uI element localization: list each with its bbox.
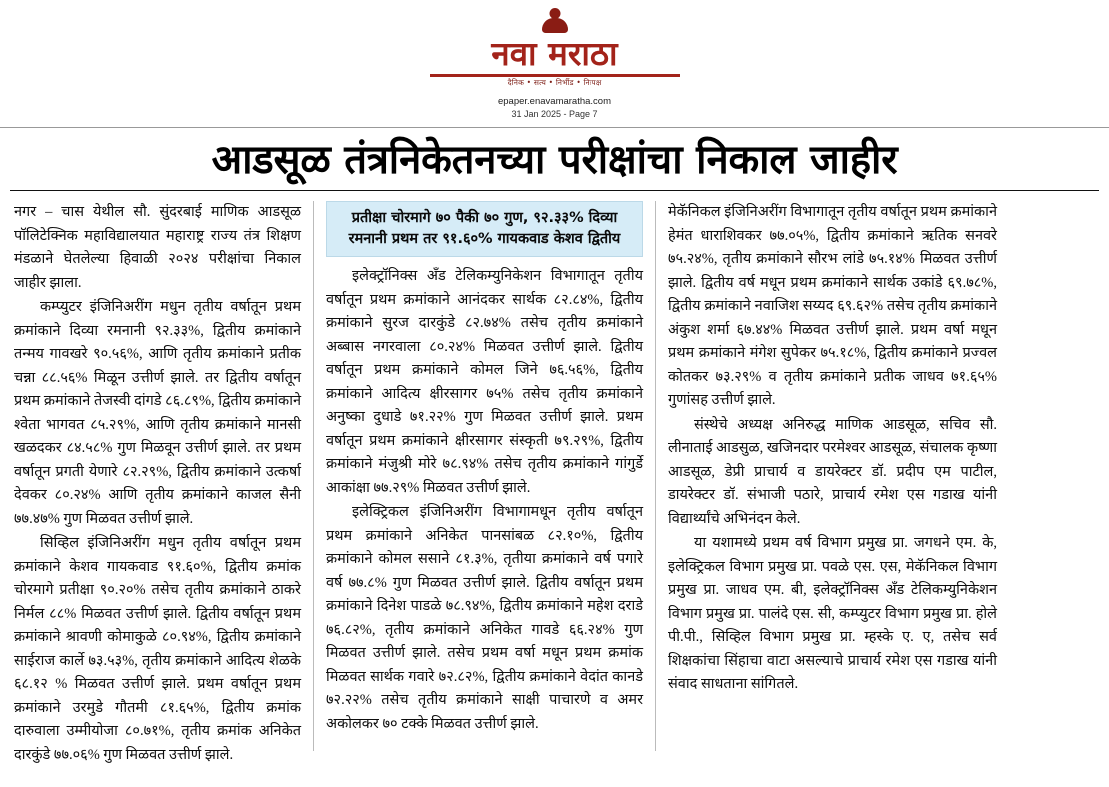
paragraph: नगर – चास येथील सौ. सुंदरबाई माणिक आडसूळ पॉलिटेक्निक महाविद्यालयात महाराष्ट्र राज्य तंत्र शिक्षण मंडळाने घेतलेल्या हिवाळी २०२४ परीक्षांचा निकाल जाहीर झाला.: [14, 204, 301, 291]
column-three: [656, 201, 997, 751]
masthead-tagline: दैनिक • सत्य • निर्भीड • निःपक्ष: [507, 77, 602, 87]
column-two: [314, 201, 656, 751]
paragraph: सिव्हिल इंजिनिअरींग मधुन तृतीय वर्षातून प्रथम क्रमांकाने केशव गायकवाड ९१.६०%, द्वितीय क्रमांक चोरमागे प्रतीक्षा ९०.२०% तसेच तृतीय क्रमांकाने ठाकरे निर्मल ८८% मिळवत उत्तीर्ण झाले. द्वितीय वर्षातून प्रथम क्रमांकाने श्रावणी कोमाकुळे ८०.९४%, द्वितीय क्रमांकाने साईराज कार्ले ७३.५३%, तृतीय क्रमांकाने आदित्य शेळके ६८.१२ % मिळवत उत्तीर्ण झाले. प्रथम वर्षातून प्रथम क्रमांकाने उरमुडे गौतमी ८१.६५%, द्वितीय क्रमांक दारुवाला उम्मीयोजा ८०.७१%, तृतीय क्रमांक अनिकेत दारकुंडे ७७.०६% गुण मिळवत उत्तीर्ण झाले.: [14, 535, 301, 763]
article-body: [0, 191, 1109, 763]
article-headline: आडसूळ तंत्रनिकेतनच्या परीक्षांचा निकाल जाहीर: [211, 136, 898, 183]
portrait-emblem-icon: [538, 6, 572, 36]
paragraph: कम्प्युटर इंजिनिअरींग मधुन तृतीय वर्षातून प्रथम क्रमांकाने दिव्या रमनानी ९२.३३%, द्वितीय क्रमांकाने तन्मय गावखरे ९०.५६%, आणि तृतीय क्रमांकाने प्रतीक चन्ना ८८.५६% मिळून उत्तीर्ण झाले. तर द्वितीय वर्षातून प्रथम क्रमांकाने तेजस्वी दांगडे ८६.८९%, द्वितीय क्रमांकाने श्वेता भागवत ८५.२९%, आणि तृतीय क्रमांकाने मानसी खळदकर ८४.५८% गुण मिळवून उत्तीर्ण झाले. तर प्रथम वर्षातून प्रगती येणारे ८२.२९%, द्वितीय क्रमांकाने उत्कर्षा देवकर ८०.२४% आणि तृतीय क्रमांकाने काजल सैनी ७७.४७% गुण मिळवत उत्तीर्ण झाले.: [14, 299, 301, 527]
paragraph: या यशामध्ये प्रथम वर्ष विभाग प्रमुख प्रा. जगधने एम. के, इलेक्ट्रिकल विभाग प्रमुख प्रा. पवळे एस. एस, मेकॅनिकल विभाग प्रमुख प्रा. जाधव एम. बी, इलेक्ट्रॉनिक्स अँड टेलिकम्युनिकेशन विभाग प्रमुख प्रा. पालंदे एस. सी, कम्प्युटर विभाग प्रमुख प्रा. होले पी.पी., सिव्हिल विभाग प्रमुख प्रा. म्हस्के ए. ए, तसेच सर्व शिक्षकांचा सिंहाचा वाटा असल्याचे प्राचार्य रमेश एस गडाख यांनी संवाद साधताना सांगितले.: [668, 535, 997, 693]
epaper-url[interactable]: epaper.enavamaratha.com: [497, 95, 612, 107]
paragraph: मेकॅनिकल इंजिनिअरींग विभागातून तृतीय वर्षातून प्रथम क्रमांकाने हेमंत धाराशिवकर ७७.०५%, द्वितीय क्रमांकाने ऋतिक सनवरे ७५.२४%, तृतीय क्रमांकाने सौरभ लांडे ७५.१४% मिळवत उत्तीर्ण झाले. द्वितीय वर्ष मधून प्रथम क्रमांकाने सार्थक उकांडे ६९.७८%, द्वितीय क्रमांकाने नवाजिश सय्यद ६९.६२% तसेच तृतीय क्रमांकाने अंकुश शर्मा ६७.४४% मिळवत उत्तीर्ण झाले. प्रथम वर्षा मधून प्रथम क्रमांकाने मंगेश सुपेकर ७५.१८%, द्वितीय क्रमांकाने प्रज्वल कोतकर ७३.२९% व तृतीय क्रमांकाने प्रतीक जाधव ७१.६५% गुणांसह उत्तीर्ण झाले.: [668, 204, 997, 409]
paragraph: इलेक्ट्रिकल इंजिनिअरींग विभागामधून तृतीय वर्षातून प्रथम क्रमांकाने अनिकेत पानसांबळ ८२.१०%, द्वितीय क्रमांकाने कोमल ससाने ८१.३%, तृतीया क्रमांकाने वर्ष पगारे वर्ष ७७.८% गुण मिळवत उत्तीर्ण झाले. द्वितीय वर्षातून प्रथम क्रमांकाने दिनेश पाडळे ७८.९४%, द्वितीय क्रमांकाने महेश दराडे ७६.८२%, तृतीय क्रमांकाने अनिकेत गावडे ६६.२४% गुण मिळवत उत्तीर्ण झाले. तसेच प्रथम वर्षा मधून प्रथम क्रमांक मिळवत सार्थक गवारे ७२.८२%, द्वितीय क्रमांकाने वेदांत कानडे ७२.२२% तसेच तृतीय क्रमांकाने साक्षी पाचारणे व अमर अकोलकर ७० टक्के मिळवत उत्तीर्ण झाले.: [326, 504, 643, 732]
column-one: [14, 201, 314, 763]
paragraph: इलेक्ट्रॉनिक्स अँड टेलिकम्युनिकेशन विभागातून तृतीय वर्षातून प्रथम क्रमांकाने आनंदकर सार्थक ८२.८४%, द्वितीय क्रमांकाने सुरज दारकुंडे ८२.७४% तसेच तृतीय क्रमांकाने अब्बास नगरवाला ८०.२४% मिळवत उत्तीर्ण झाले. द्वितीय वर्षातून प्रथम क्रमांकाने कोमल जिने ७६.५६%, द्वितीय क्रमांकाने आदित्य क्षीरसागर ७५% तसेच तृतीय क्रमांकाने अनुष्का दुधाडे ७१.२२% गुण मिळवत उत्तीर्ण झाले. प्रथम वर्षातून प्रथम क्रमांकाने क्षीरसागर संस्कृती ७९.२९%, द्वितीय क्रमांकाने मंजुश्री मोरे ७८.९४% तसेच तृतीय क्रमांकाने गांगुर्डे आकांक्षा ७७.२९% मिळवत उत्तीर्ण झाले.: [326, 268, 643, 496]
paragraph: संस्थेचे अध्यक्ष अनिरुद्ध माणिक आडसूळ, सचिव सौ. लीनाताई आडसुळ, खजिनदार परमेश्वर आडसूळ, संचालक कृष्णा आडसूळ, डेप्री प्राचार्य व डायरेक्टर डॉ. प्रदीप एम पाटील, डायरेक्टर डॉ. संभाजी पठारे, प्राचार्य रमेश एस गडाख यांनी विद्यार्थ्यांचे अभिनंदन केले.: [668, 416, 997, 527]
masthead-bottom-rule: [0, 127, 1109, 128]
newspaper-logo: [430, 6, 680, 86]
masthead-divider: [430, 74, 680, 77]
masthead: [0, 0, 1109, 128]
article-subhead: प्रतीक्षा चोरमागे ७० पैकी ७० गुण, ९२.३३% दिव्या रमनानी प्रथम तर ९१.६०% गायकवाड केशव द्वितीय: [326, 201, 643, 257]
date-page-label: 31 Jan 2025 - Page 7: [511, 108, 598, 119]
masthead-title: नवा मराठा: [491, 34, 618, 73]
